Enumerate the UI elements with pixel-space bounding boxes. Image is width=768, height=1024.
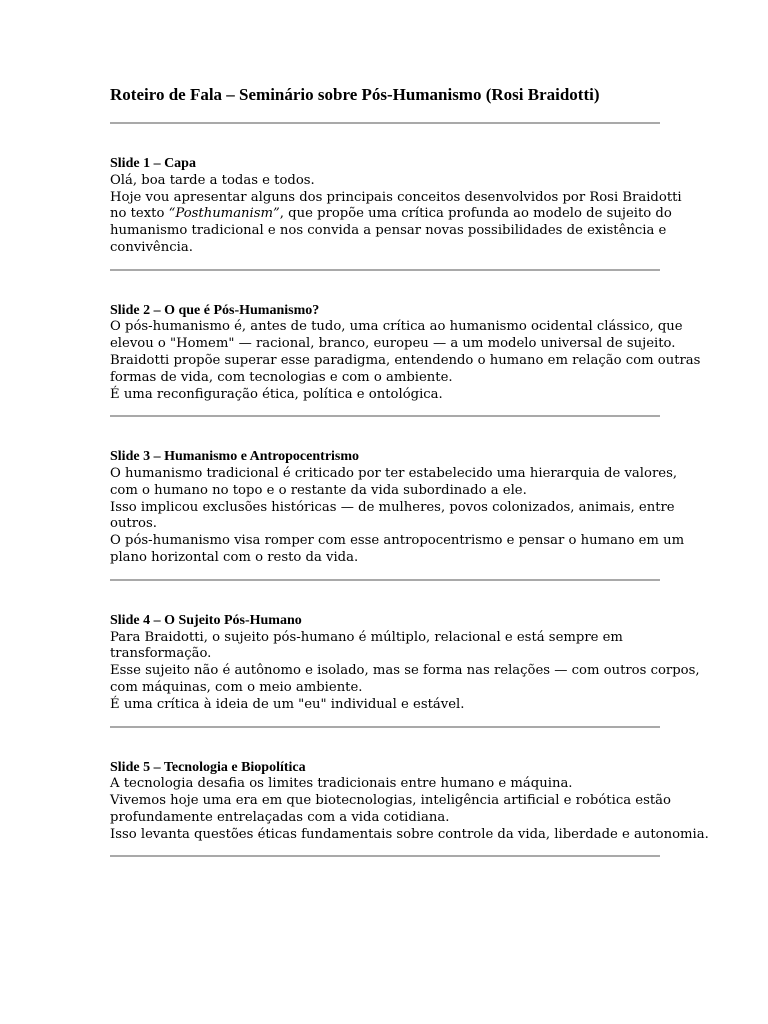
divider bbox=[110, 269, 660, 271]
divider bbox=[110, 855, 660, 857]
paragraph-line: transformação. bbox=[110, 646, 212, 662]
paragraph-line: É uma crítica à ideia de um "eu" individual e estável. bbox=[110, 696, 465, 712]
slide-heading: Slide 1 – Capa bbox=[110, 156, 196, 171]
slide-section-2 bbox=[110, 302, 701, 404]
document-title: Roteiro de Fala – Seminário sobre Pós-Humanismo (Rosi Braidotti) bbox=[110, 85, 600, 104]
slide-section-5 bbox=[110, 759, 709, 844]
paragraph-line: profundamente entrelaçadas com a vida cotidiana. bbox=[110, 809, 450, 825]
paragraph-line: com máquinas, com o meio ambiente. bbox=[110, 679, 363, 695]
paragraph-line: Braidotti propõe superar esse paradigma, entendendo o humano em relação com outras bbox=[110, 352, 701, 368]
divider bbox=[110, 579, 660, 581]
divider bbox=[110, 726, 660, 728]
paragraph-line: O pós-humanismo é, antes de tudo, uma crítica ao humanismo ocidental clássico, que bbox=[110, 319, 683, 335]
paragraph-line: elevou o "Homem" — racional, branco, europeu — a um modelo universal de sujeito. bbox=[110, 336, 676, 352]
document-page bbox=[110, 85, 709, 857]
text-run: no texto bbox=[110, 206, 169, 222]
slide-section-1 bbox=[110, 156, 682, 257]
paragraph-line: Isso levanta questões éticas fundamentais sobre controle da vida, liberdade e autonomia. bbox=[110, 826, 709, 842]
paragraph-line: Esse sujeito não é autônomo e isolado, mas se forma nas relações — com outros corpos, bbox=[110, 663, 700, 679]
text-run: , que propõe uma crítica profunda ao modelo de sujeito do bbox=[279, 206, 672, 222]
paragraph-line bbox=[110, 206, 672, 223]
paragraph-line: com o humano no topo e o restante da vida subordinado a ele. bbox=[110, 482, 527, 498]
divider bbox=[110, 415, 660, 417]
slide-section-4 bbox=[110, 612, 700, 714]
paragraph-line: É uma reconfiguração ética, política e ontológica. bbox=[110, 386, 443, 402]
paragraph-line: Isso implicou exclusões históricas — de mulheres, povos colonizados, animais, entre bbox=[110, 499, 675, 515]
paragraph-line: O humanismo tradicional é criticado por ter estabelecido uma hierarquia de valores, bbox=[110, 466, 678, 482]
paragraph-line: Vivemos hoje uma era em que biotecnologias, inteligência artificial e robótica estão bbox=[110, 793, 671, 809]
paragraph-line: outros. bbox=[110, 516, 157, 532]
slide-heading: Slide 4 – O Sujeito Pós-Humano bbox=[110, 612, 302, 628]
paragraph-line: Hoje vou apresentar alguns dos principais conceitos desenvolvidos por Rosi Braidotti bbox=[110, 189, 682, 205]
paragraph-line: Olá, boa tarde a todas e todos. bbox=[110, 172, 315, 188]
slide-heading: Slide 5 – Tecnologia e Biopolítica bbox=[110, 759, 306, 775]
divider bbox=[110, 122, 660, 124]
slide-heading: Slide 3 – Humanismo e Antropocentrismo bbox=[110, 449, 360, 465]
paragraph-line: Para Braidotti, o sujeito pós-humano é múltiplo, relacional e está sempre em bbox=[110, 629, 623, 645]
paragraph-line: plano horizontal com o resto da vida. bbox=[110, 550, 359, 566]
paragraph-line: A tecnologia desafia os limites tradicionais entre humano e máquina. bbox=[110, 776, 573, 792]
paragraph-line: formas de vida, com tecnologias e com o ambiente. bbox=[110, 369, 453, 385]
book-title-italic: “Posthumanism” bbox=[168, 206, 280, 222]
slide-section-3 bbox=[110, 449, 685, 566]
slide-heading: Slide 2 – O que é Pós-Humanismo? bbox=[110, 302, 320, 318]
paragraph-line: O pós-humanismo visa romper com esse antropocentrismo e pensar o humano em um bbox=[110, 533, 685, 549]
paragraph-line: humanismo tradicional e nos convida a pensar novas possibilidades de existência e bbox=[110, 223, 667, 239]
paragraph-line: convivência. bbox=[110, 239, 193, 255]
